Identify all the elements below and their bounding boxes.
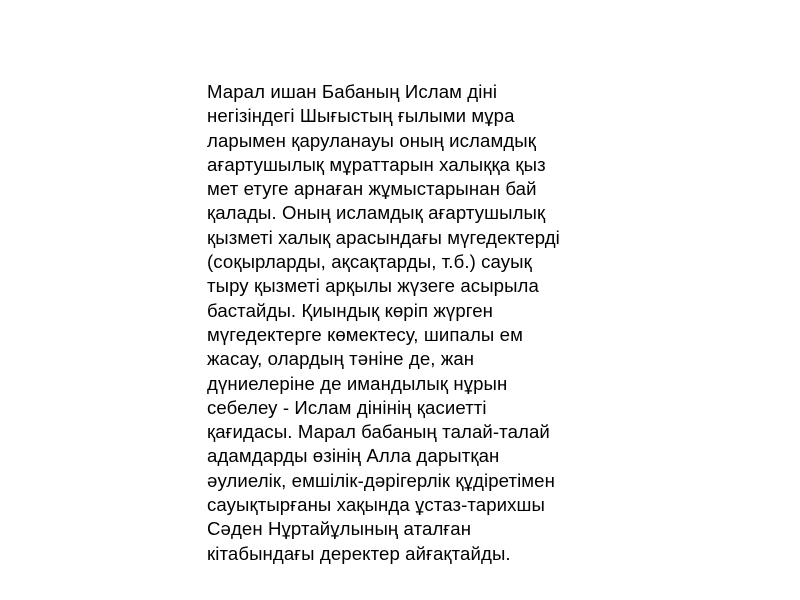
text-line: ағартушылық мұраттарын халыққа қыз: [207, 153, 546, 175]
text-line: себелеу - Ислам дінінің қасиетті: [207, 396, 487, 418]
text-line: Марал ишан Бабаның Ислам діні: [207, 81, 498, 102]
text-line: бастайды. Қиындық көріп жүрген: [207, 299, 494, 321]
text-line: әулиелік, емшілік-дәрігерлік құдіретімен: [207, 469, 555, 491]
text-line: сауықтырғаны хақында ұстаз-тарихшы: [207, 494, 546, 516]
text-line: кітабындағы деректер айғақтайды.: [207, 542, 511, 564]
text-line: қызметі халық арасындағы мүгедектерді: [207, 226, 560, 248]
text-line: негізіндегі Шығыстың ғылыми мұра: [207, 105, 515, 127]
text-line: қағидасы. Марал бабаның талай-талай: [207, 421, 550, 443]
text-line: тыру қызметі арқылы жүзеге асырыла: [207, 275, 539, 297]
text-line: қалады. Оның исламдық ағартушылық: [207, 202, 546, 224]
text-line: мүгедектерге көмектесу, шипалы ем: [207, 323, 523, 345]
text-line: адамдарды өзінің Алла дарытқан: [207, 445, 500, 467]
text-line: (соқырларды, ақсақтарды, т.б.) сауық: [207, 251, 532, 273]
body-paragraph: [207, 80, 627, 566]
text-line: Сәден Нұртайұлының аталған: [207, 518, 472, 540]
text-line: дүниелеріне де имандылық нұрын: [207, 372, 508, 394]
text-line: жасау, олардың тәніне де, жан: [207, 348, 475, 370]
text-line: ларымен қаруланауы оның исламдық: [207, 129, 536, 151]
text-line: мет етуге арнаған жұмыстарынан бай: [207, 178, 537, 200]
